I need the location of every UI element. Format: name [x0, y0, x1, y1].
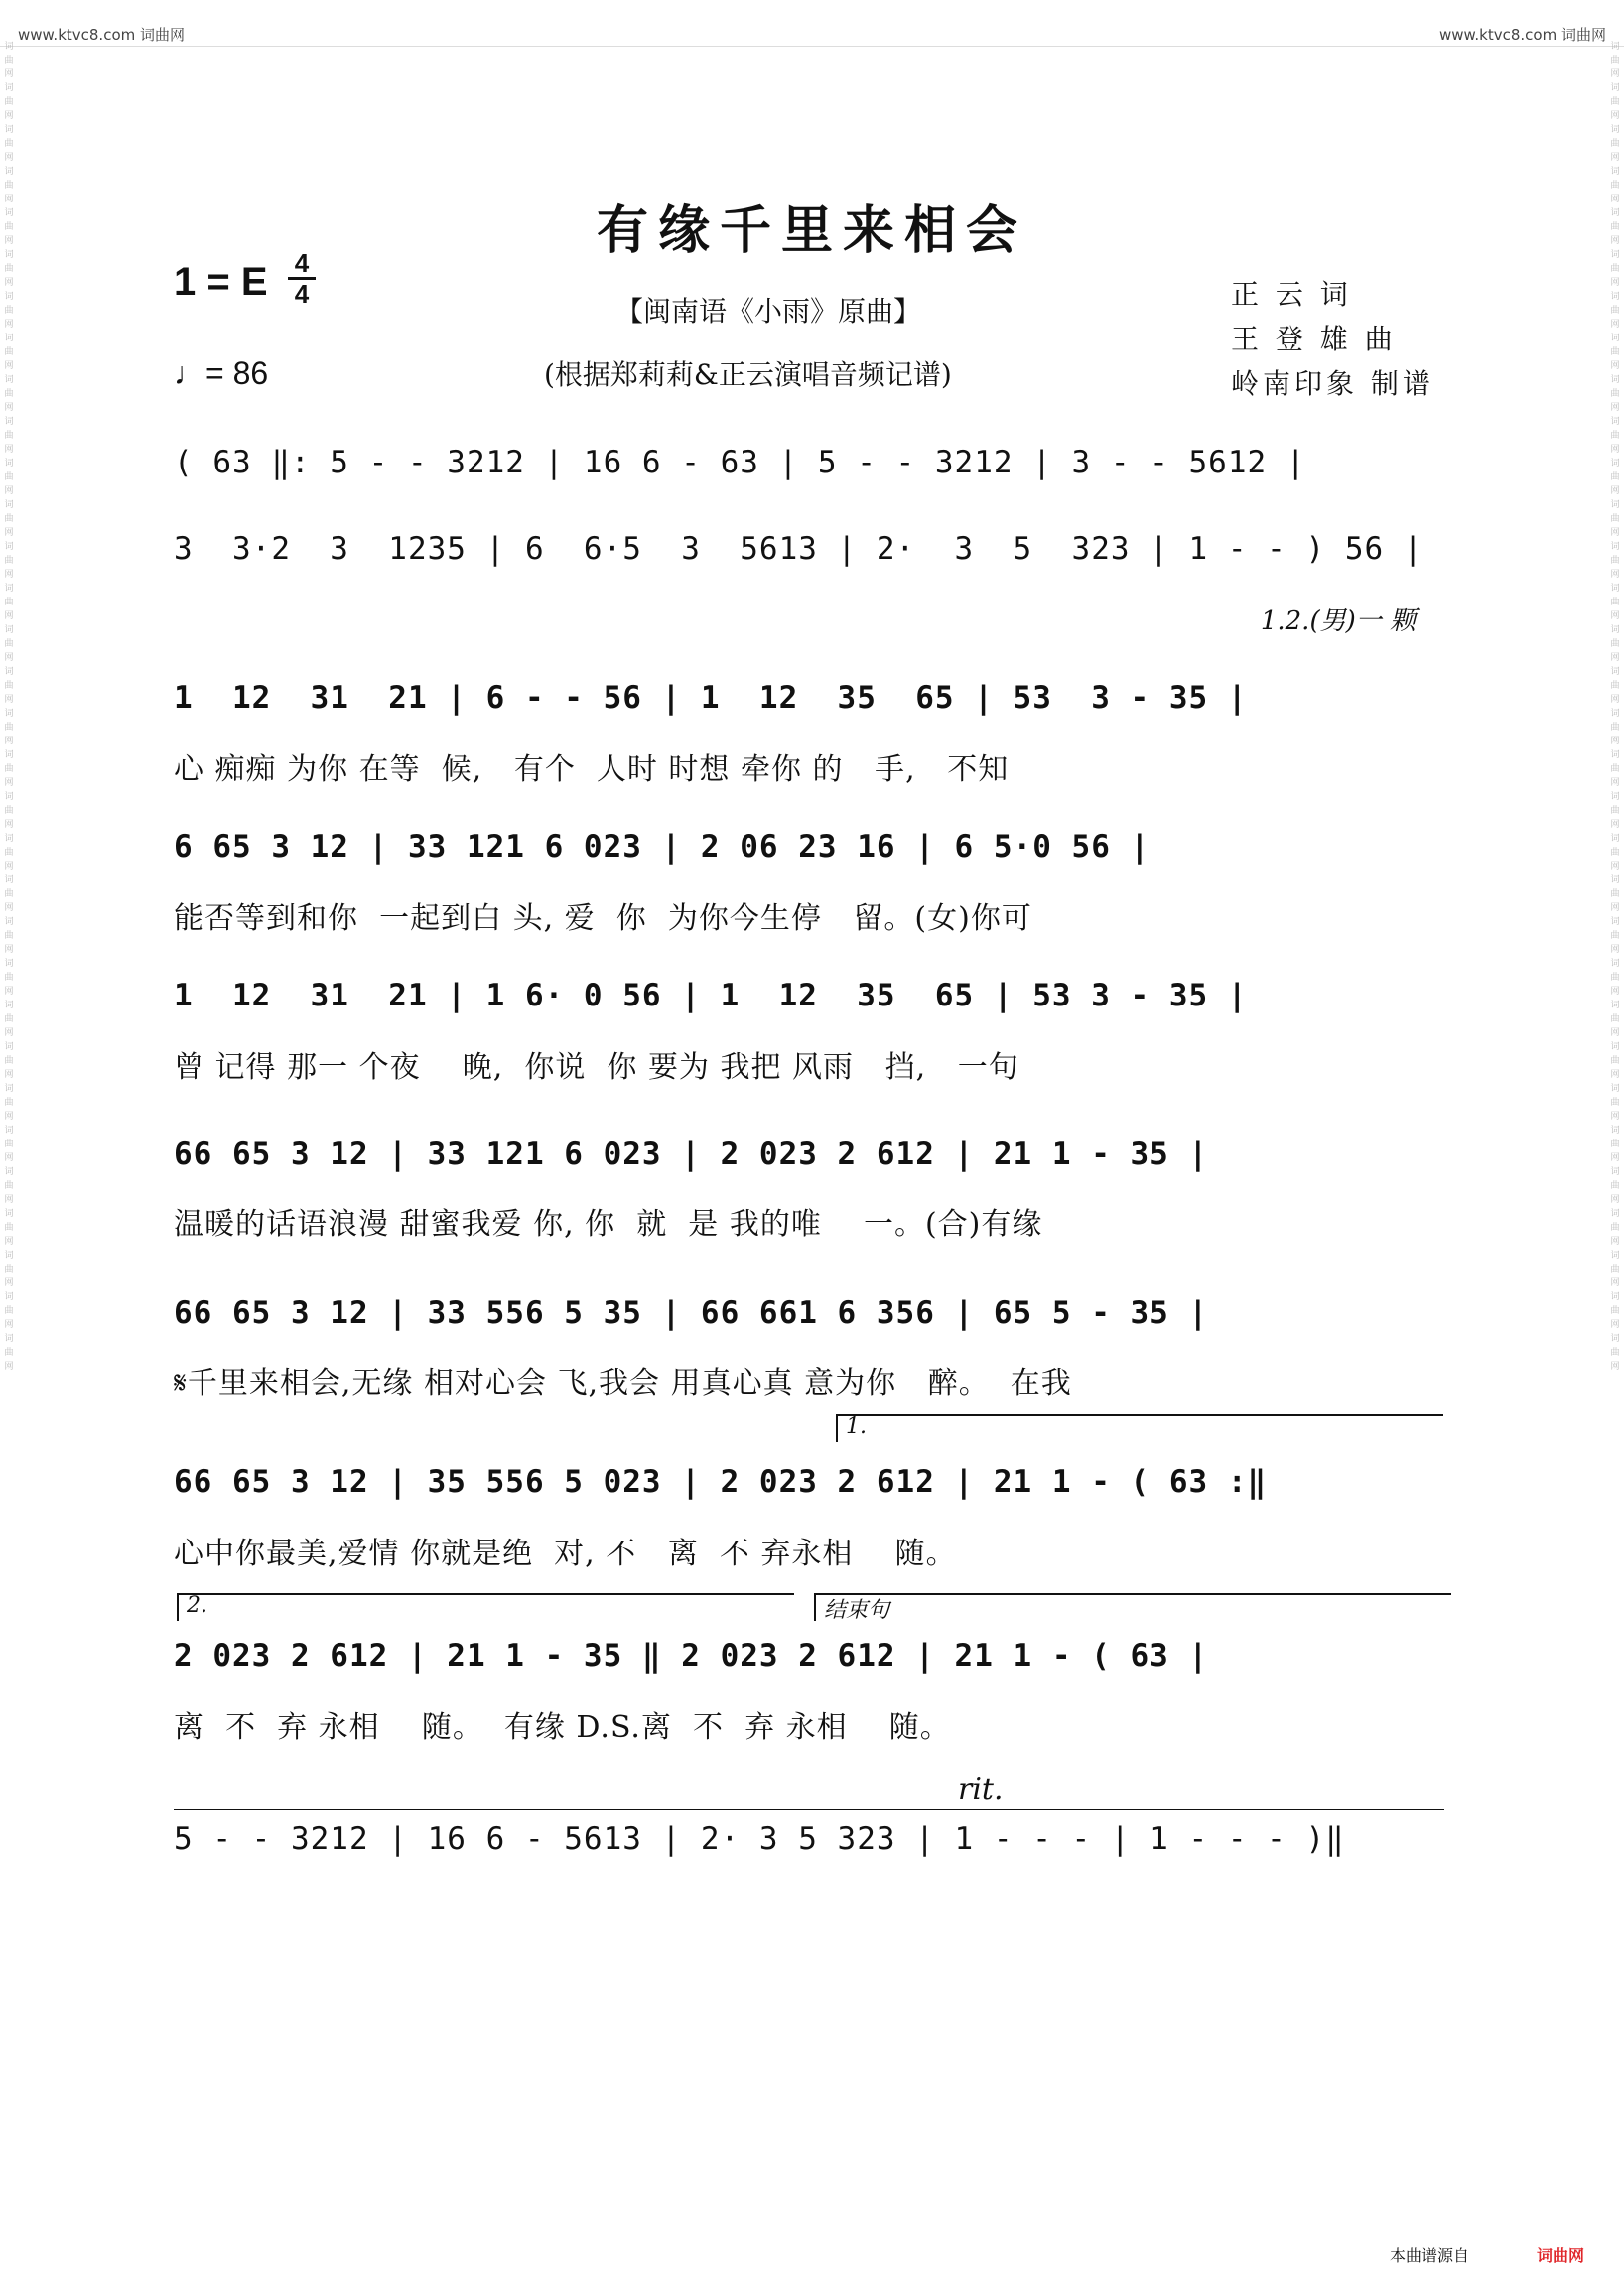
score-line-6: 66 65 3 12 | 33 121 6 023 | 2 023 2 612 | 21 1 - 35 |: [174, 1137, 1209, 1172]
score-line-1: ( 63 ‖: 5 - - 3212 | 16 6 - 63 | 5 - - 3212 | 3 - - 5612 |: [174, 445, 1306, 480]
tempo-mark: ♩= 86: [174, 355, 269, 391]
volta-first-label: 1.: [846, 1414, 867, 1439]
header-site-right: www.ktvc8.com 词曲网: [1438, 26, 1606, 44]
subtitle-origin: 【闽南语《小雨》原曲】: [615, 295, 922, 328]
right-watermark: 词曲网词曲网词曲网词曲网词曲网词曲网词曲网词曲网词曲网词曲网词曲网词曲网词曲网词曲网词曲网词曲网词曲网词曲网词曲网词曲网词曲网词曲网词曲网词曲网词曲网词曲网词曲网词曲网词曲网词曲网词曲网词曲网: [1610, 42, 1620, 1372]
volta-first: [836, 1414, 1443, 1442]
credit-arranger: 岭南印象 制谱: [1231, 367, 1434, 400]
time-signature: [288, 250, 316, 307]
lyric-line-6: 温暖的话语浪漫 甜蜜我爱 你, 你 就 是 我的唯 一。(合)有缘: [174, 1207, 1043, 1242]
score-line-5: 1 12 31 21 | 1 6· 0 56 | 1 12 35 65 | 53 3 - 35 |: [174, 978, 1248, 1013]
role-marker: 1.2.(男)一 颗: [1260, 606, 1416, 636]
volta-second: [177, 1593, 794, 1621]
ending-bracket: [814, 1593, 1451, 1621]
ending-label: 结束句: [824, 1598, 890, 1623]
volta-second-label: 2.: [187, 1593, 207, 1618]
score-line-2: 3 3·2 3 1235 | 6 6·5 3 5613 | 2· 3 5 323 | 1 - - ) 56 |: [174, 531, 1423, 567]
header-divider: [0, 46, 1624, 47]
section-divider: [174, 1809, 1444, 1810]
subtitle-source: (根据郑莉莉&正云演唱音频记谱): [544, 358, 952, 391]
credit-lyricist: 正 云 词: [1231, 278, 1352, 311]
lyric-line-7: 𝄋千里来相会,无缘 相对心会 飞,我会 用真心真 意为你 醉。 在我: [174, 1366, 1072, 1401]
lyric-line-9: 离 不 弃 永相 随。 有缘 D.S.离 不 弃 永相 随。: [174, 1710, 951, 1745]
footer-source: 本曲谱源自: [1390, 2246, 1470, 2265]
lyric-line-8: 心中你最美,爱情 你就是绝 对, 不 离 不 弃永相 随。: [174, 1537, 957, 1571]
score-line-3: 1 12 31 21 | 6 - - 56 | 1 12 35 65 | 53 3 - 35 |: [174, 680, 1248, 716]
score-line-4: 6 65 3 12 | 33 121 6 023 | 2 06 23 16 | 6 5·0 56 |: [174, 829, 1150, 865]
footer-brand: 词曲网: [1537, 2246, 1585, 2265]
score-line-8: 66 65 3 12 | 35 556 5 023 | 2 023 2 612 | 21 1 - ( 63 :‖: [174, 1464, 1268, 1500]
page-title: 有缘千里来相会: [596, 201, 1027, 261]
left-watermark: 词曲网词曲网词曲网词曲网词曲网词曲网词曲网词曲网词曲网词曲网词曲网词曲网词曲网词曲网词曲网词曲网词曲网词曲网词曲网词曲网词曲网词曲网词曲网词曲网词曲网词曲网词曲网词曲网词曲网词曲网词曲网词曲网: [4, 42, 14, 1372]
lyric-line-5: 曾 记得 那一 个夜 晚, 你说 你 要为 我把 风雨 挡, 一句: [174, 1050, 1019, 1085]
rit-marking: rit.: [958, 1772, 1004, 1807]
score-line-7: 66 65 3 12 | 33 556 5 35 | 66 661 6 356 | 65 5 - 35 |: [174, 1295, 1209, 1331]
lyric-line-4: 能否等到和你 一起到白 头, 爱 你 为你今生停 留。(女)你可: [174, 901, 1032, 936]
credit-composer: 王 登 雄 曲: [1231, 323, 1397, 355]
time-numerator: 4: [294, 248, 310, 278]
score-line-9: 2 023 2 612 | 21 1 - 35 ‖ 2 023 2 612 | 21 1 - ( 63 |: [174, 1638, 1209, 1674]
score-line-10: 5 - - 3212 | 16 6 - 5613 | 2· 3 5 323 | 1 - - - | 1 - - - )‖: [174, 1821, 1345, 1857]
header-site-left: www.ktvc8.com 词曲网: [18, 26, 186, 44]
lyric-line-3: 心 痴痴 为你 在等 候, 有个 人时 时想 牵你 的 手, 不知: [174, 752, 1010, 787]
key-signature: 1 = E: [174, 260, 268, 304]
time-denominator: 4: [294, 279, 310, 309]
